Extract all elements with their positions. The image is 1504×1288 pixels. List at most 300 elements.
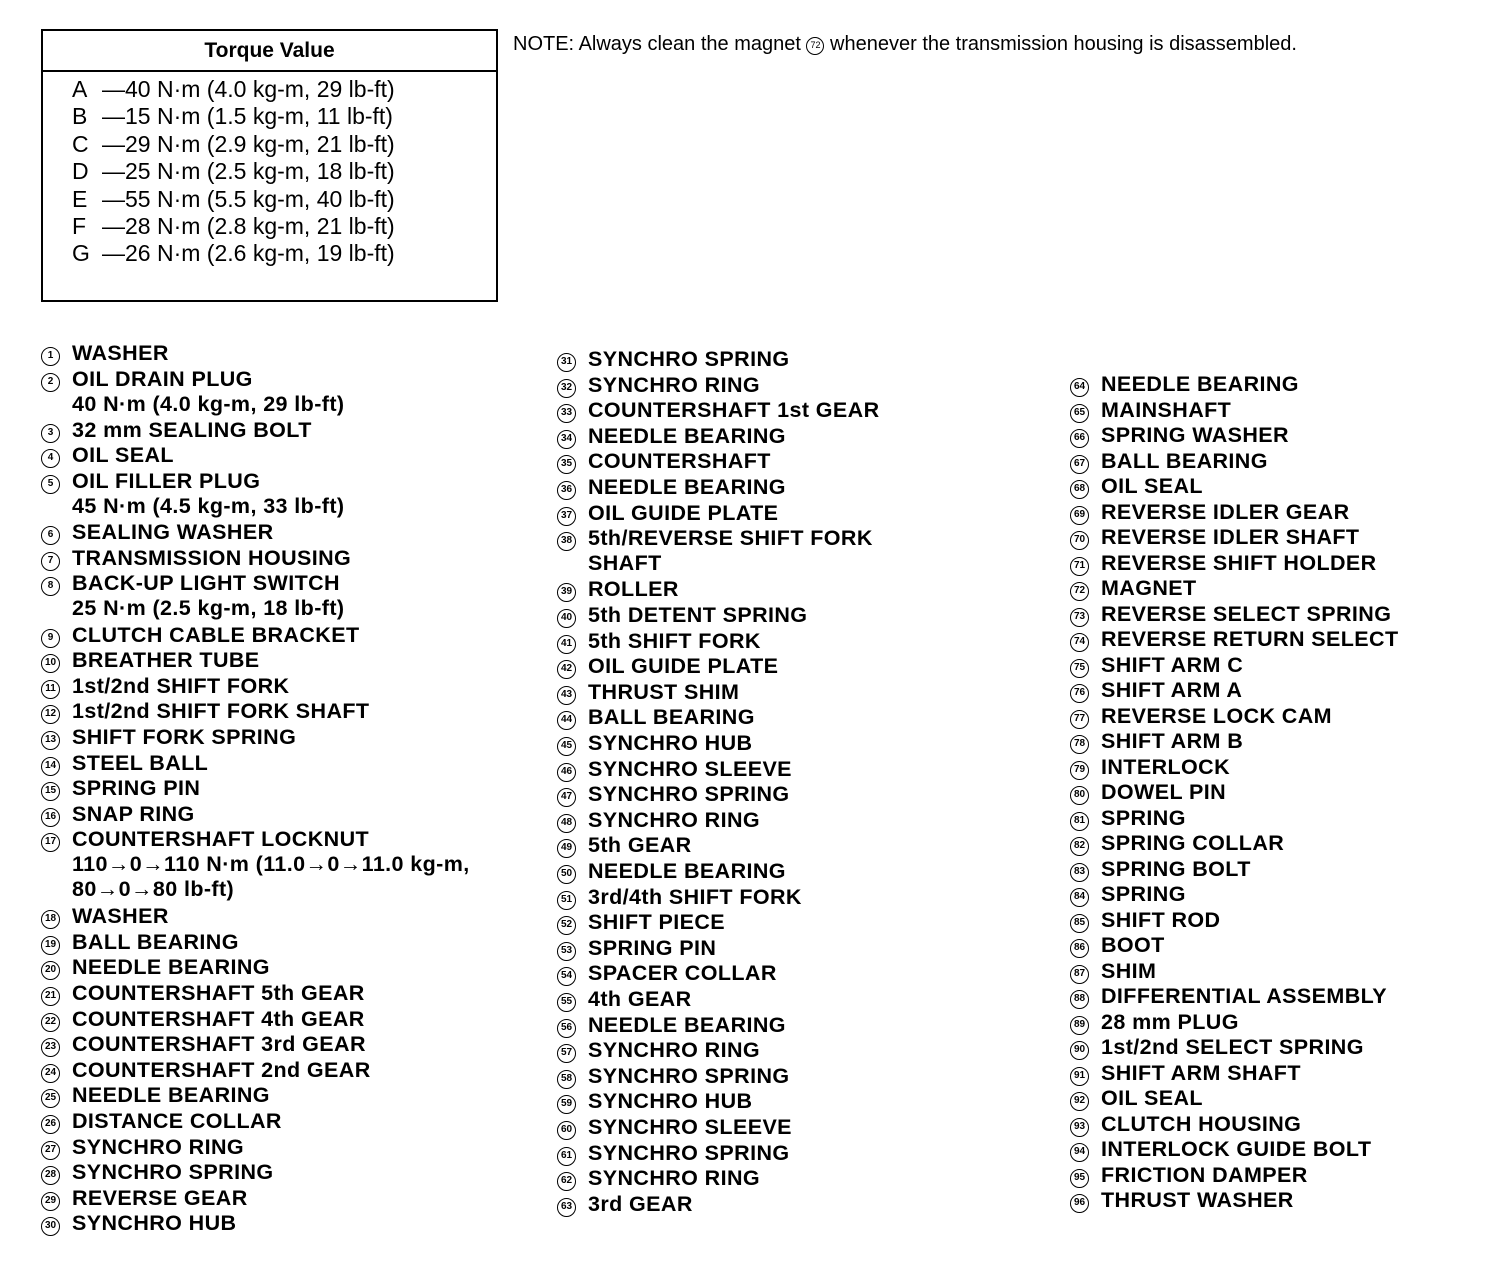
part-name: CLUTCH CABLE BRACKET xyxy=(72,622,360,647)
part-list-item xyxy=(41,1032,366,1057)
part-list-item xyxy=(1070,1137,1371,1162)
part-spec: 110→0→110 N·m (11.0→0→11.0 kg-m, xyxy=(72,852,470,877)
part-number: 1 xyxy=(41,347,60,366)
part-name: SPACER COLLAR xyxy=(588,961,777,986)
torque-rows xyxy=(43,72,496,268)
part-name: SYNCHRO HUB xyxy=(588,1089,753,1114)
part-name: SYNCHRO RING xyxy=(588,372,761,397)
part-list-item xyxy=(557,961,777,986)
part-list-item xyxy=(557,373,760,398)
part-name: COUNTERSHAFT 3rd GEAR xyxy=(72,1032,366,1057)
part-number: 6 xyxy=(41,526,60,545)
part-name: SPRING BOLT xyxy=(1101,856,1251,881)
part-list-item xyxy=(41,904,169,929)
part-name: NEEDLE BEARING xyxy=(72,955,270,980)
part-number: 48 xyxy=(557,814,576,833)
part-name: OIL SEAL xyxy=(72,443,174,468)
part-spec: 40 N·m (4.0 kg-m, 29 lb-ft) xyxy=(72,391,345,416)
part-list-item xyxy=(41,1186,248,1211)
part-number: 14 xyxy=(41,757,60,776)
torque-label: E xyxy=(72,185,88,212)
part-name: OIL GUIDE PLATE xyxy=(588,500,779,525)
torque-value: —26 N·m (2.6 kg-m, 19 lb-ft) xyxy=(102,240,395,267)
part-name: SYNCHRO SPRING xyxy=(72,1160,274,1185)
part-list-item xyxy=(1070,933,1165,958)
part-name: INTERLOCK xyxy=(1101,754,1231,779)
part-number: 79 xyxy=(1070,761,1089,780)
part-list-item xyxy=(557,1192,693,1217)
part-list-item xyxy=(1070,831,1284,856)
part-list-item xyxy=(1070,704,1332,729)
part-list-item xyxy=(41,623,359,648)
part-number: 25 xyxy=(41,1089,60,1108)
part-number: 20 xyxy=(41,961,60,980)
part-list-item xyxy=(557,1141,790,1166)
part-number: 61 xyxy=(557,1147,576,1166)
part-name: SYNCHRO RING xyxy=(72,1134,245,1159)
part-number: 19 xyxy=(41,936,60,955)
part-name: SHIFT ARM C xyxy=(1101,652,1244,677)
part-name: REVERSE RETURN SELECT xyxy=(1101,627,1399,651)
torque-row xyxy=(43,131,496,158)
part-number: 84 xyxy=(1070,888,1089,907)
part-name: TRANSMISSION HOUSING xyxy=(72,545,352,570)
part-number: 5 xyxy=(41,475,60,494)
part-name: SYNCHRO SPRING xyxy=(588,1063,790,1088)
part-list-item xyxy=(1070,780,1226,805)
part-list-item xyxy=(1070,1061,1301,1086)
part-name: DOWEL PIN xyxy=(1101,780,1227,804)
part-number: 67 xyxy=(1070,455,1089,474)
part-name: 5th/REVERSE SHIFT FORK xyxy=(588,526,873,551)
part-list-item xyxy=(557,910,725,935)
part-name: DIFFERENTIAL ASSEMBLY xyxy=(1101,984,1387,1008)
part-name: STEEL BALL xyxy=(72,750,209,775)
part-name: DISTANCE COLLAR xyxy=(72,1109,282,1133)
part-number: 57 xyxy=(557,1044,576,1063)
part-list-item xyxy=(1070,423,1289,448)
part-number: 77 xyxy=(1070,710,1089,729)
part-list-item xyxy=(1070,576,1197,601)
part-name: SPRING PIN xyxy=(588,935,717,960)
part-name: THRUST SHIM xyxy=(588,679,740,704)
part-number: 34 xyxy=(557,430,576,449)
part-number: 63 xyxy=(557,1198,576,1217)
part-list-item xyxy=(1070,1086,1203,1111)
part-number: 3 xyxy=(41,424,60,443)
part-list-item xyxy=(41,802,195,827)
part-number: 53 xyxy=(557,942,576,961)
part-name: BALL BEARING xyxy=(1101,448,1268,473)
part-list-item xyxy=(41,418,312,443)
part-list-item xyxy=(41,674,289,699)
part-number: 50 xyxy=(557,865,576,884)
part-name: REVERSE LOCK CAM xyxy=(1101,703,1332,728)
part-list-item xyxy=(1070,908,1220,933)
part-number: 89 xyxy=(1070,1016,1089,1035)
part-name: 28 mm PLUG xyxy=(1101,1009,1239,1034)
part-number: 49 xyxy=(557,839,576,858)
part-number: 74 xyxy=(1070,633,1089,652)
part-name: NEEDLE BEARING xyxy=(588,423,786,448)
part-number: 44 xyxy=(557,711,576,730)
part-list-item xyxy=(557,987,692,1012)
part-list-item xyxy=(41,1058,371,1083)
part-list-item xyxy=(1070,959,1156,984)
part-spec: 45 N·m (4.5 kg-m, 33 lb-ft) xyxy=(72,494,345,518)
part-number: 15 xyxy=(41,782,60,801)
part-list-item xyxy=(41,648,260,673)
part-name: SPRING xyxy=(1101,882,1186,906)
part-number: 70 xyxy=(1070,531,1089,550)
part-name: COUNTERSHAFT 5th GEAR xyxy=(72,981,365,1005)
part-number: 35 xyxy=(557,455,576,474)
part-number: 17 xyxy=(41,833,60,852)
part-name: OIL FILLER PLUG xyxy=(72,469,261,493)
part-number: 60 xyxy=(557,1121,576,1140)
part-name: REVERSE GEAR xyxy=(72,1185,248,1210)
part-number: 75 xyxy=(1070,659,1089,678)
part-number: 45 xyxy=(557,737,576,756)
part-name: 1st/2nd SHIFT FORK SHAFT xyxy=(72,699,370,724)
part-number: 29 xyxy=(41,1192,60,1211)
torque-row xyxy=(43,103,496,130)
part-list-item xyxy=(557,526,873,576)
part-number: 88 xyxy=(1070,990,1089,1009)
part-name: WASHER xyxy=(72,904,169,929)
part-number: 52 xyxy=(557,916,576,935)
part-name: REVERSE SELECT SPRING xyxy=(1101,601,1392,626)
part-list-item xyxy=(557,577,679,602)
part-number: 76 xyxy=(1070,684,1089,703)
part-list-item xyxy=(557,1089,752,1114)
part-number: 73 xyxy=(1070,608,1089,627)
part-name: OIL SEAL xyxy=(1101,474,1203,498)
part-number: 51 xyxy=(557,891,576,910)
part-list-item xyxy=(557,1038,760,1063)
part-name: SHIFT ARM A xyxy=(1101,678,1243,702)
part-number: 8 xyxy=(41,577,60,596)
part-name: SYNCHRO SPRING xyxy=(588,347,790,371)
part-list-item xyxy=(41,776,200,801)
torque-value: —40 N·m (4.0 kg-m, 29 lb-ft) xyxy=(102,76,395,102)
part-name: NEEDLE BEARING xyxy=(588,1012,786,1037)
part-name: COUNTERSHAFT 2nd GEAR xyxy=(72,1057,371,1082)
part-name: SPRING WASHER xyxy=(1101,423,1289,447)
part-number: 69 xyxy=(1070,506,1089,525)
part-list-item xyxy=(557,808,760,833)
part-list-item xyxy=(41,571,344,621)
part-number: 94 xyxy=(1070,1143,1089,1162)
magnet-note xyxy=(513,31,1297,57)
part-number: 28 xyxy=(41,1166,60,1185)
torque-label: F xyxy=(72,212,87,239)
part-list-item xyxy=(557,424,786,449)
part-list-item xyxy=(41,1083,270,1108)
part-list-item xyxy=(1070,627,1399,652)
part-name: NEEDLE BEARING xyxy=(72,1083,270,1108)
torque-label: A xyxy=(72,76,88,102)
part-number: 65 xyxy=(1070,404,1089,423)
part-number: 59 xyxy=(557,1095,576,1114)
part-list-item xyxy=(41,443,174,468)
part-name: WASHER xyxy=(72,341,169,365)
part-list-item xyxy=(1070,806,1186,831)
torque-value: —55 N·m (5.5 kg-m, 40 lb-ft) xyxy=(102,185,395,212)
torque-row xyxy=(43,76,496,103)
torque-row xyxy=(43,186,496,213)
part-name: SHIFT FORK SPRING xyxy=(72,725,297,749)
part-number: 41 xyxy=(557,635,576,654)
part-number: 13 xyxy=(41,731,60,750)
part-list-item xyxy=(41,367,344,417)
part-name: SHIFT ARM B xyxy=(1101,729,1244,753)
part-number: 26 xyxy=(41,1115,60,1134)
part-list-item xyxy=(41,1135,244,1160)
part-list-item xyxy=(557,782,790,807)
part-number: 43 xyxy=(557,686,576,705)
part-number: 40 xyxy=(557,609,576,628)
part-number: 36 xyxy=(557,481,576,500)
part-number: 92 xyxy=(1070,1092,1089,1111)
part-list-item xyxy=(41,827,470,902)
part-name: INTERLOCK GUIDE BOLT xyxy=(1101,1137,1372,1161)
part-number: 71 xyxy=(1070,557,1089,576)
part-name: BALL BEARING xyxy=(588,705,755,730)
part-number: 78 xyxy=(1070,735,1089,754)
part-list-item xyxy=(1070,551,1377,576)
part-list-item xyxy=(41,751,208,776)
part-name: SHIM xyxy=(1101,958,1157,983)
part-number: 21 xyxy=(41,987,60,1006)
part-list-item xyxy=(1070,729,1243,754)
part-name: 4th GEAR xyxy=(588,987,692,1011)
part-list-item xyxy=(1070,984,1387,1009)
torque-row xyxy=(43,158,496,185)
part-list-item xyxy=(41,546,351,571)
part-name: COUNTERSHAFT xyxy=(588,449,771,474)
part-number: 62 xyxy=(557,1172,576,1191)
part-number: 27 xyxy=(41,1141,60,1160)
part-list-item xyxy=(557,1115,792,1140)
part-list-item xyxy=(1070,474,1203,499)
part-number: 81 xyxy=(1070,812,1089,831)
part-number: 2 xyxy=(41,373,60,392)
part-number: 30 xyxy=(41,1217,60,1236)
part-list-item xyxy=(557,833,692,858)
part-name: MAINSHAFT xyxy=(1101,397,1232,422)
part-number: 10 xyxy=(41,654,60,673)
part-name: 3rd/4th SHIFT FORK xyxy=(588,884,802,909)
part-list-item xyxy=(557,1064,790,1089)
part-name: SYNCHRO SPRING xyxy=(588,782,790,807)
part-list-item xyxy=(557,680,739,705)
part-number: 96 xyxy=(1070,1194,1089,1213)
part-number: 18 xyxy=(41,910,60,929)
part-list-item xyxy=(1070,857,1251,882)
torque-value: —15 N·m (1.5 kg-m, 11 lb-ft) xyxy=(102,103,393,130)
part-number: 83 xyxy=(1070,863,1089,882)
part-spec: 80→0→80 lb-ft) xyxy=(72,877,235,902)
part-list-item xyxy=(557,1166,760,1191)
part-number: 32 xyxy=(557,379,576,398)
part-number: 24 xyxy=(41,1064,60,1083)
part-name: 1st/2nd SELECT SPRING xyxy=(1101,1035,1364,1059)
part-number: 55 xyxy=(557,993,576,1012)
part-number: 4 xyxy=(41,449,60,468)
part-number: 16 xyxy=(41,808,60,827)
part-name: THRUST WASHER xyxy=(1101,1188,1294,1212)
part-list-item xyxy=(557,603,807,628)
part-name: ROLLER xyxy=(588,577,679,602)
part-list-item xyxy=(41,469,344,519)
part-list-item xyxy=(41,1211,236,1236)
part-name: MAGNET xyxy=(1101,576,1197,600)
torque-value: —25 N·m (2.5 kg-m, 18 lb-ft) xyxy=(102,158,395,185)
part-number: 68 xyxy=(1070,480,1089,499)
part-number: 46 xyxy=(557,763,576,782)
torque-label: D xyxy=(72,158,89,185)
part-number: 42 xyxy=(557,660,576,679)
part-list-item xyxy=(1070,1035,1364,1060)
part-list-item xyxy=(1070,372,1299,397)
part-list-item xyxy=(1070,1112,1301,1137)
part-name: NEEDLE BEARING xyxy=(588,475,786,499)
torque-row xyxy=(43,240,496,267)
part-number: 37 xyxy=(557,507,576,526)
part-list-item xyxy=(557,347,790,372)
part-number: 47 xyxy=(557,788,576,807)
part-number: 33 xyxy=(557,404,576,423)
part-list-item xyxy=(1070,1163,1308,1188)
note-part-ref: 72 xyxy=(806,37,824,55)
part-number: 12 xyxy=(41,705,60,724)
part-number: 85 xyxy=(1070,914,1089,933)
part-list-item xyxy=(1070,1010,1239,1035)
part-list-item xyxy=(557,731,752,756)
part-name: 5th GEAR xyxy=(588,833,692,858)
part-list-item xyxy=(41,699,369,724)
part-list-item xyxy=(557,449,771,474)
part-list-item xyxy=(41,981,365,1006)
part-list-item xyxy=(1070,882,1186,907)
note-text-end: whenever the transmission housing is disassembled. xyxy=(830,33,1297,55)
part-name: NEEDLE BEARING xyxy=(1101,372,1299,396)
part-spec: SHAFT xyxy=(588,551,662,576)
part-number: 90 xyxy=(1070,1041,1089,1060)
part-name: OIL GUIDE PLATE xyxy=(588,654,779,679)
torque-label: G xyxy=(72,240,90,267)
part-name: SPRING COLLAR xyxy=(1101,831,1285,855)
part-list-item xyxy=(41,955,270,980)
part-name: COUNTERSHAFT LOCKNUT xyxy=(72,827,370,852)
part-list-item xyxy=(1070,500,1350,525)
part-number: 64 xyxy=(1070,378,1089,397)
part-name: SEALING WASHER xyxy=(72,520,274,545)
part-name: FRICTION DAMPER xyxy=(1101,1162,1308,1187)
part-number: 82 xyxy=(1070,837,1089,856)
torque-value: —28 N·m (2.8 kg-m, 21 lb-ft) xyxy=(102,212,395,239)
part-name: SYNCHRO RING xyxy=(588,807,761,832)
part-list-item xyxy=(1070,755,1230,780)
part-number: 56 xyxy=(557,1019,576,1038)
part-name: OIL DRAIN PLUG xyxy=(72,366,253,391)
part-name: COUNTERSHAFT 1st GEAR xyxy=(588,398,880,423)
part-list-item xyxy=(557,654,778,679)
part-list-item xyxy=(1070,398,1231,423)
torque-label: C xyxy=(72,130,89,157)
torque-value: —29 N·m (2.9 kg-m, 21 lb-ft) xyxy=(102,130,395,157)
note-text-start: NOTE: Always clean the magnet xyxy=(513,33,801,55)
part-name: CLUTCH HOUSING xyxy=(1101,1111,1302,1136)
part-name: 5th DETENT SPRING xyxy=(588,603,808,627)
part-name: COUNTERSHAFT 4th GEAR xyxy=(72,1006,365,1031)
part-name: SYNCHRO RING xyxy=(588,1166,761,1191)
part-number: 54 xyxy=(557,967,576,986)
torque-table-title: Torque Value xyxy=(43,31,496,72)
part-number: 72 xyxy=(1070,582,1089,601)
part-name: SPRING xyxy=(1101,805,1186,830)
part-number: 11 xyxy=(41,680,60,699)
part-name: SNAP RING xyxy=(72,801,195,826)
part-name: REVERSE IDLER SHAFT xyxy=(1101,525,1360,549)
part-name: SYNCHRO SLEEVE xyxy=(588,756,792,781)
part-list-item xyxy=(41,520,274,545)
part-list-item xyxy=(557,885,802,910)
part-list-item xyxy=(1070,1188,1294,1213)
part-name: 32 mm SEALING BOLT xyxy=(72,417,312,442)
torque-value-table xyxy=(41,29,498,302)
part-list-item xyxy=(1070,653,1243,678)
part-list-item xyxy=(557,1013,786,1038)
part-name: 1st/2nd SHIFT FORK xyxy=(72,673,290,698)
part-name: SYNCHRO SPRING xyxy=(588,1140,790,1165)
part-name: REVERSE IDLER GEAR xyxy=(1101,499,1350,524)
part-list-item xyxy=(557,705,755,730)
part-list-item xyxy=(41,1109,282,1134)
part-name: BOOT xyxy=(1101,933,1165,957)
part-list-item xyxy=(1070,602,1391,627)
part-name: SYNCHRO SLEEVE xyxy=(588,1115,792,1139)
part-name: OIL SEAL xyxy=(1101,1086,1203,1110)
part-name: SYNCHRO RING xyxy=(588,1038,761,1063)
part-name: 3rd GEAR xyxy=(588,1191,693,1216)
part-number: 22 xyxy=(41,1013,60,1032)
part-number: 93 xyxy=(1070,1118,1089,1137)
torque-label: B xyxy=(72,103,88,130)
part-list-item xyxy=(557,501,778,526)
part-spec: 25 N·m (2.5 kg-m, 18 lb-ft) xyxy=(72,596,345,621)
part-list-item xyxy=(1070,449,1268,474)
part-number: 38 xyxy=(557,532,576,551)
part-list-item xyxy=(557,398,880,423)
part-name: SPRING PIN xyxy=(72,776,201,801)
part-list-item xyxy=(1070,678,1242,703)
part-list-item xyxy=(41,341,169,366)
part-name: 5th SHIFT FORK xyxy=(588,628,761,653)
part-name: NEEDLE BEARING xyxy=(588,859,786,883)
part-list-item xyxy=(1070,525,1359,550)
part-number: 86 xyxy=(1070,939,1089,958)
part-list-item xyxy=(41,930,239,955)
part-name: REVERSE SHIFT HOLDER xyxy=(1101,550,1377,575)
part-list-item xyxy=(557,475,786,500)
part-list-item xyxy=(41,725,296,750)
part-list-item xyxy=(557,629,761,654)
part-name: BACK-UP LIGHT SWITCH xyxy=(72,571,340,596)
part-number: 87 xyxy=(1070,965,1089,984)
part-list-item xyxy=(41,1007,365,1032)
